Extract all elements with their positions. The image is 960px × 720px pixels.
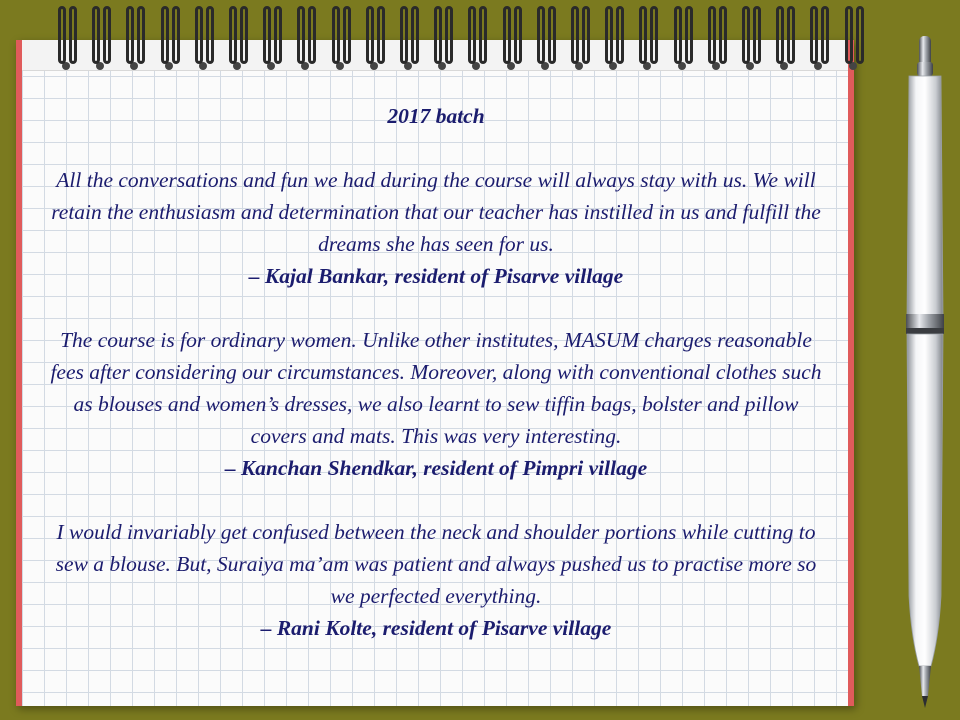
binding-hole — [780, 62, 788, 70]
binding-hole — [643, 62, 651, 70]
note-title: 2017 batch — [387, 104, 485, 128]
binding-hole — [609, 62, 617, 70]
testimonial-quote: I would invariably get confused between the neck and shoulder portions while cutting to sew a blouse. But, Suraiya ma’am was patient and always pushed us to practise more so we perfected everything. — [55, 520, 817, 608]
testimonial-author: – Kajal Bankar, resident of Pisarve village — [248, 264, 624, 288]
testimonial — [46, 164, 826, 292]
binding-hole — [678, 62, 686, 70]
binding-hole — [130, 62, 138, 70]
binding-hole — [575, 62, 583, 70]
binding-hole — [336, 62, 344, 70]
binding-hole — [712, 62, 720, 70]
binding-hole — [96, 62, 104, 70]
binding-hole — [849, 62, 857, 70]
testimonial-quote: The course is for ordinary women. Unlike other institutes, MASUM charges reasonable fees after considering our circumstances. Moreover, along with conventional clothes such as blouses and women’s dresses, we also learnt to sew tiffin bags, bolster and pillow covers and mats. This was very interesting. — [50, 328, 822, 448]
binding-hole — [370, 62, 378, 70]
binding-hole — [199, 62, 207, 70]
binding-hole — [62, 62, 70, 70]
testimonial-author: – Kanchan Shendkar, resident of Pimpri village — [224, 456, 648, 480]
binding-hole — [267, 62, 275, 70]
binding-hole — [507, 62, 515, 70]
binding-holes — [16, 62, 854, 76]
binding-hole — [404, 62, 412, 70]
right-margin-line — [848, 40, 854, 706]
binding-hole — [814, 62, 822, 70]
testimonial-author: – Rani Kolte, resident of Pisarve village — [260, 616, 612, 640]
binding-hole — [165, 62, 173, 70]
binding-hole — [541, 62, 549, 70]
notepad-page — [16, 40, 854, 706]
spiral-ring-icon — [856, 6, 864, 64]
binding-hole — [472, 62, 480, 70]
pen-icon — [895, 36, 955, 708]
note-content — [46, 100, 826, 676]
binding-hole — [438, 62, 446, 70]
testimonial — [46, 516, 826, 644]
testimonial — [46, 324, 826, 484]
binding-hole — [746, 62, 754, 70]
testimonial-quote: All the conversations and fun we had during the course will always stay with us. We will retain the enthusiasm and determination that our teacher has instilled in us and fulfill the dreams she has seen for us. — [51, 168, 821, 256]
left-margin-line — [16, 40, 22, 706]
binding-hole — [233, 62, 241, 70]
binding-hole — [301, 62, 309, 70]
